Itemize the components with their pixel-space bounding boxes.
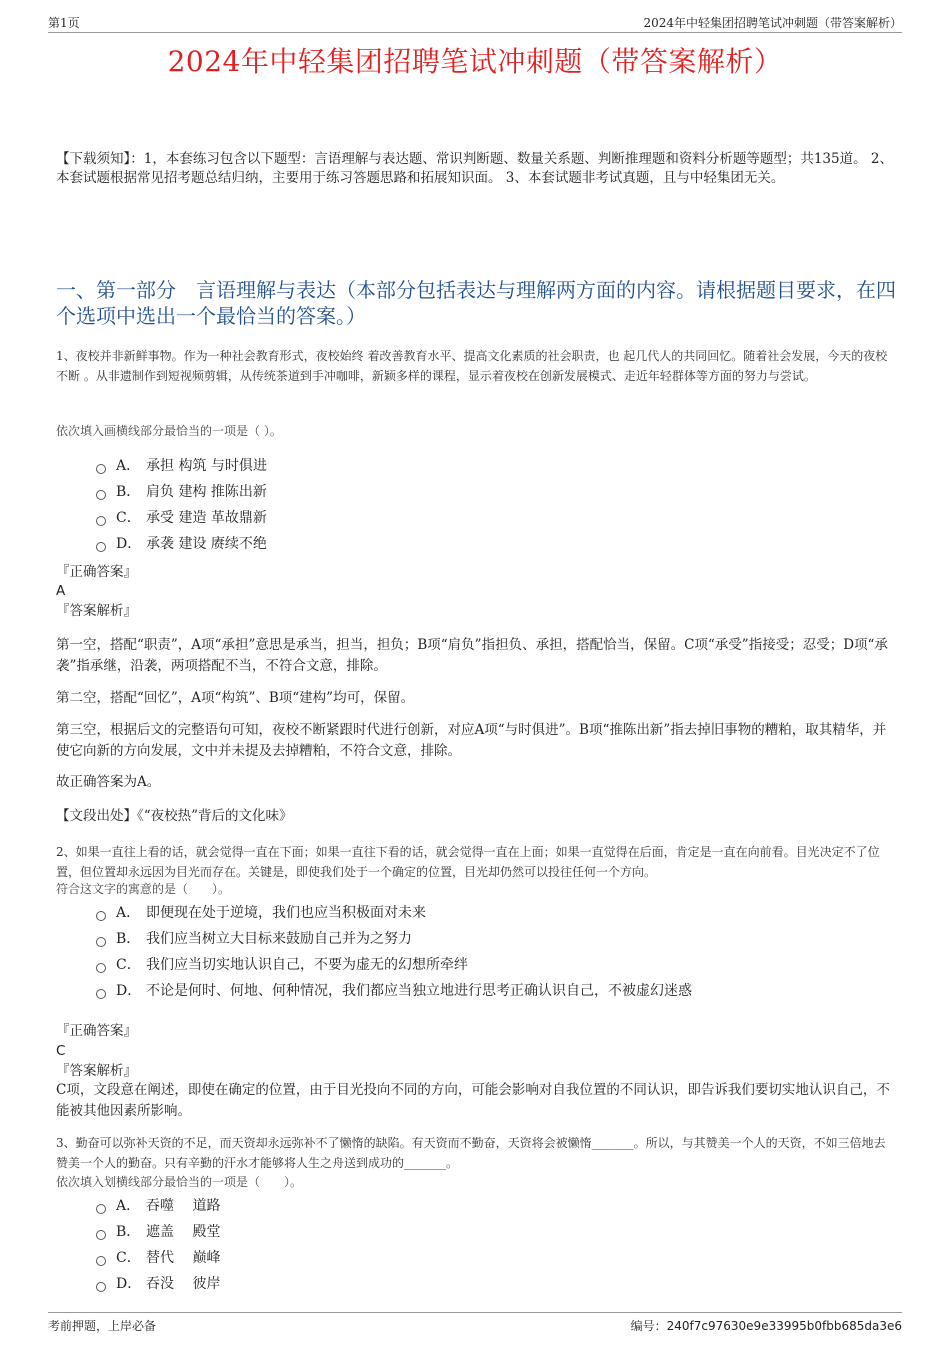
question-1-options (96, 453, 896, 557)
question-3-stem: 3、勤奋可以弥补天资的不足，而天资却永远弥补不了懒惰的缺陷。有天资而不勤奋，天资将会被懒惰_______。所以，与其赞美一个人的天资，不如三倍地去赞美一个人的勤奋。只有辛勤的汗水才能够将人生之舟送到成功的_______。 (56, 1136, 886, 1170)
page-number: 第1页 (48, 16, 80, 30)
question-2-options (96, 900, 896, 1004)
option-c[interactable]: C． 承受 建造 革故鼎新 (96, 505, 896, 531)
answer-label: 『正确答案』 (56, 564, 137, 580)
text-source: 【文段出处】《“夜校热”背后的文化味》 (56, 808, 293, 824)
option-b[interactable]: B． 遮盖 殿堂 (96, 1219, 896, 1245)
analysis-paragraph: 第三空，根据后文的完整语句可知，夜校不断紧跟时代进行创新，对应A项“与时俱进”。B项“推陈出新”指去掉旧事物的糟粕，取其精华，并使它向新的方向发展，文中并未提及去掉糟粕，不符合文意，排除。 (56, 722, 887, 759)
answer-value: C (56, 1043, 66, 1059)
question-1-stem: 1、夜校并非新鲜事物。作为一种社会教育形式，夜校始终 着改善教育水平、提高文化素质的社会职责，也 起几代人的共同回忆。随着社会发展，今天的夜校不断 。从非遗制作到短视频剪辑，从传统茶道到手冲咖啡，新颖多样的课程，显示着夜校在创新发展模式、走近年轻群体等方面的努力与尝试。 (56, 349, 888, 383)
document-code (631, 1317, 902, 1334)
option-d[interactable]: D． 吞没 彼岸 (96, 1271, 896, 1297)
page-footer (48, 1312, 902, 1335)
question-3-options (96, 1193, 896, 1297)
radio-icon[interactable] (96, 1282, 106, 1292)
answer-value: A (56, 583, 66, 599)
option-c[interactable]: C． 我们应当切实地认识自己，不要为虚无的幻想所牵绊 (96, 952, 896, 978)
analysis-label: 『答案解析』 (56, 1063, 137, 1079)
analysis-paragraph: 第一空，搭配“职责”，A项“承担”意思是承当，担当，担负；B项“肩负”指担负、承担，搭配恰当，保留。C项“承受”指接受；忍受；D项“承袭”指承继，沿袭，两项搭配不当，不符合文意，排除。 (56, 637, 888, 674)
radio-icon[interactable] (96, 1256, 106, 1266)
analysis-paragraph: C项，文段意在阐述，即使在确定的位置，由于目光投向不同的方向，可能会影响对自我位置的不同认识，即告诉我们要切实地认识自己，不能被其他因素所影响。 (56, 1082, 890, 1119)
option-c[interactable]: C． 替代 巅峰 (96, 1245, 896, 1271)
header-doc-title: 2024年中轻集团招聘笔试冲刺题（带答案解析） (643, 16, 902, 30)
option-b[interactable]: B． 我们应当树立大目标来鼓励自己并为之努力 (96, 926, 896, 952)
analysis-paragraph: 第二空，搭配“回忆”，A项“构筑”、B项“建构”均可，保留。 (56, 690, 415, 706)
analysis-conclusion: 故正确答案为A。 (56, 774, 161, 790)
option-d[interactable]: D． 不论是何时、何地、何种情况，我们都应当独立地进行思考正确认识自己，不被虚幻迷惑 (96, 978, 896, 1004)
page-header (48, 12, 902, 33)
option-b[interactable]: B． 肩负 建构 推陈出新 (96, 479, 896, 505)
option-a[interactable]: A． 即便现在处于逆境，我们也应当积极面对未来 (96, 900, 896, 926)
option-d[interactable]: D． 承袭 建设 赓续不绝 (96, 531, 896, 557)
question-2-stem: 2、如果一直往上看的话，就会觉得一直在下面；如果一直往下看的话，就会觉得一直在上面；如果一直觉得在后面，肯定是一直在向前看。目光决定不了位置，但位置却永远因为目光而存在。关键是，即使我们处于一个确定的位置，目光却仍然可以投往任何一个方向。 (56, 845, 880, 879)
download-notice: 【下载须知】：1，本套练习包含以下题型：言语理解与表达题、常识判断题、数量关系题、判断推理题和资料分析题等题型；共135道。 2、本套试题根据常见招考题总结归纳，主要用于练习答题思路和拓展知识面。 3、本套试题非考试真题，且与中轻集团无关。 (56, 151, 893, 186)
code-value: 240f7c97630e9e33995b0fbb685da3e6 (666, 1319, 902, 1333)
radio-icon[interactable] (96, 937, 106, 947)
radio-icon[interactable] (96, 989, 106, 999)
question-1-ask: 依次填入画横线部分最恰当的一项是（ ）。 (56, 424, 282, 438)
radio-icon[interactable] (96, 963, 106, 973)
analysis-label: 『答案解析』 (56, 603, 137, 619)
code-label: 编号： (630, 1319, 667, 1333)
footer-slogan: 考前押题，上岸必备 (48, 1319, 157, 1333)
question-2-ask: 符合这文字的寓意的是（ ）。 (56, 882, 231, 896)
question-3-ask: 依次填入划横线部分最恰当的一项是（ ）。 (56, 1175, 303, 1189)
document-title: 2024年中轻集团招聘笔试冲刺题（带答案解析） (167, 45, 783, 78)
radio-icon[interactable] (96, 490, 106, 500)
option-a[interactable]: A． 承担 构筑 与时俱进 (96, 453, 896, 479)
radio-icon[interactable] (96, 542, 106, 552)
option-a[interactable]: A． 吞噬 道路 (96, 1193, 896, 1219)
section-title: 一、第一部分 言语理解与表达（本部分包括表达与理解两方面的内容。请根据题目要求，在四个选项中选出一个最恰当的答案。） (56, 278, 896, 328)
answer-label: 『正确答案』 (56, 1023, 137, 1039)
radio-icon[interactable] (96, 516, 106, 526)
radio-icon[interactable] (96, 1230, 106, 1240)
radio-icon[interactable] (96, 911, 106, 921)
radio-icon[interactable] (96, 464, 106, 474)
radio-icon[interactable] (96, 1204, 106, 1214)
